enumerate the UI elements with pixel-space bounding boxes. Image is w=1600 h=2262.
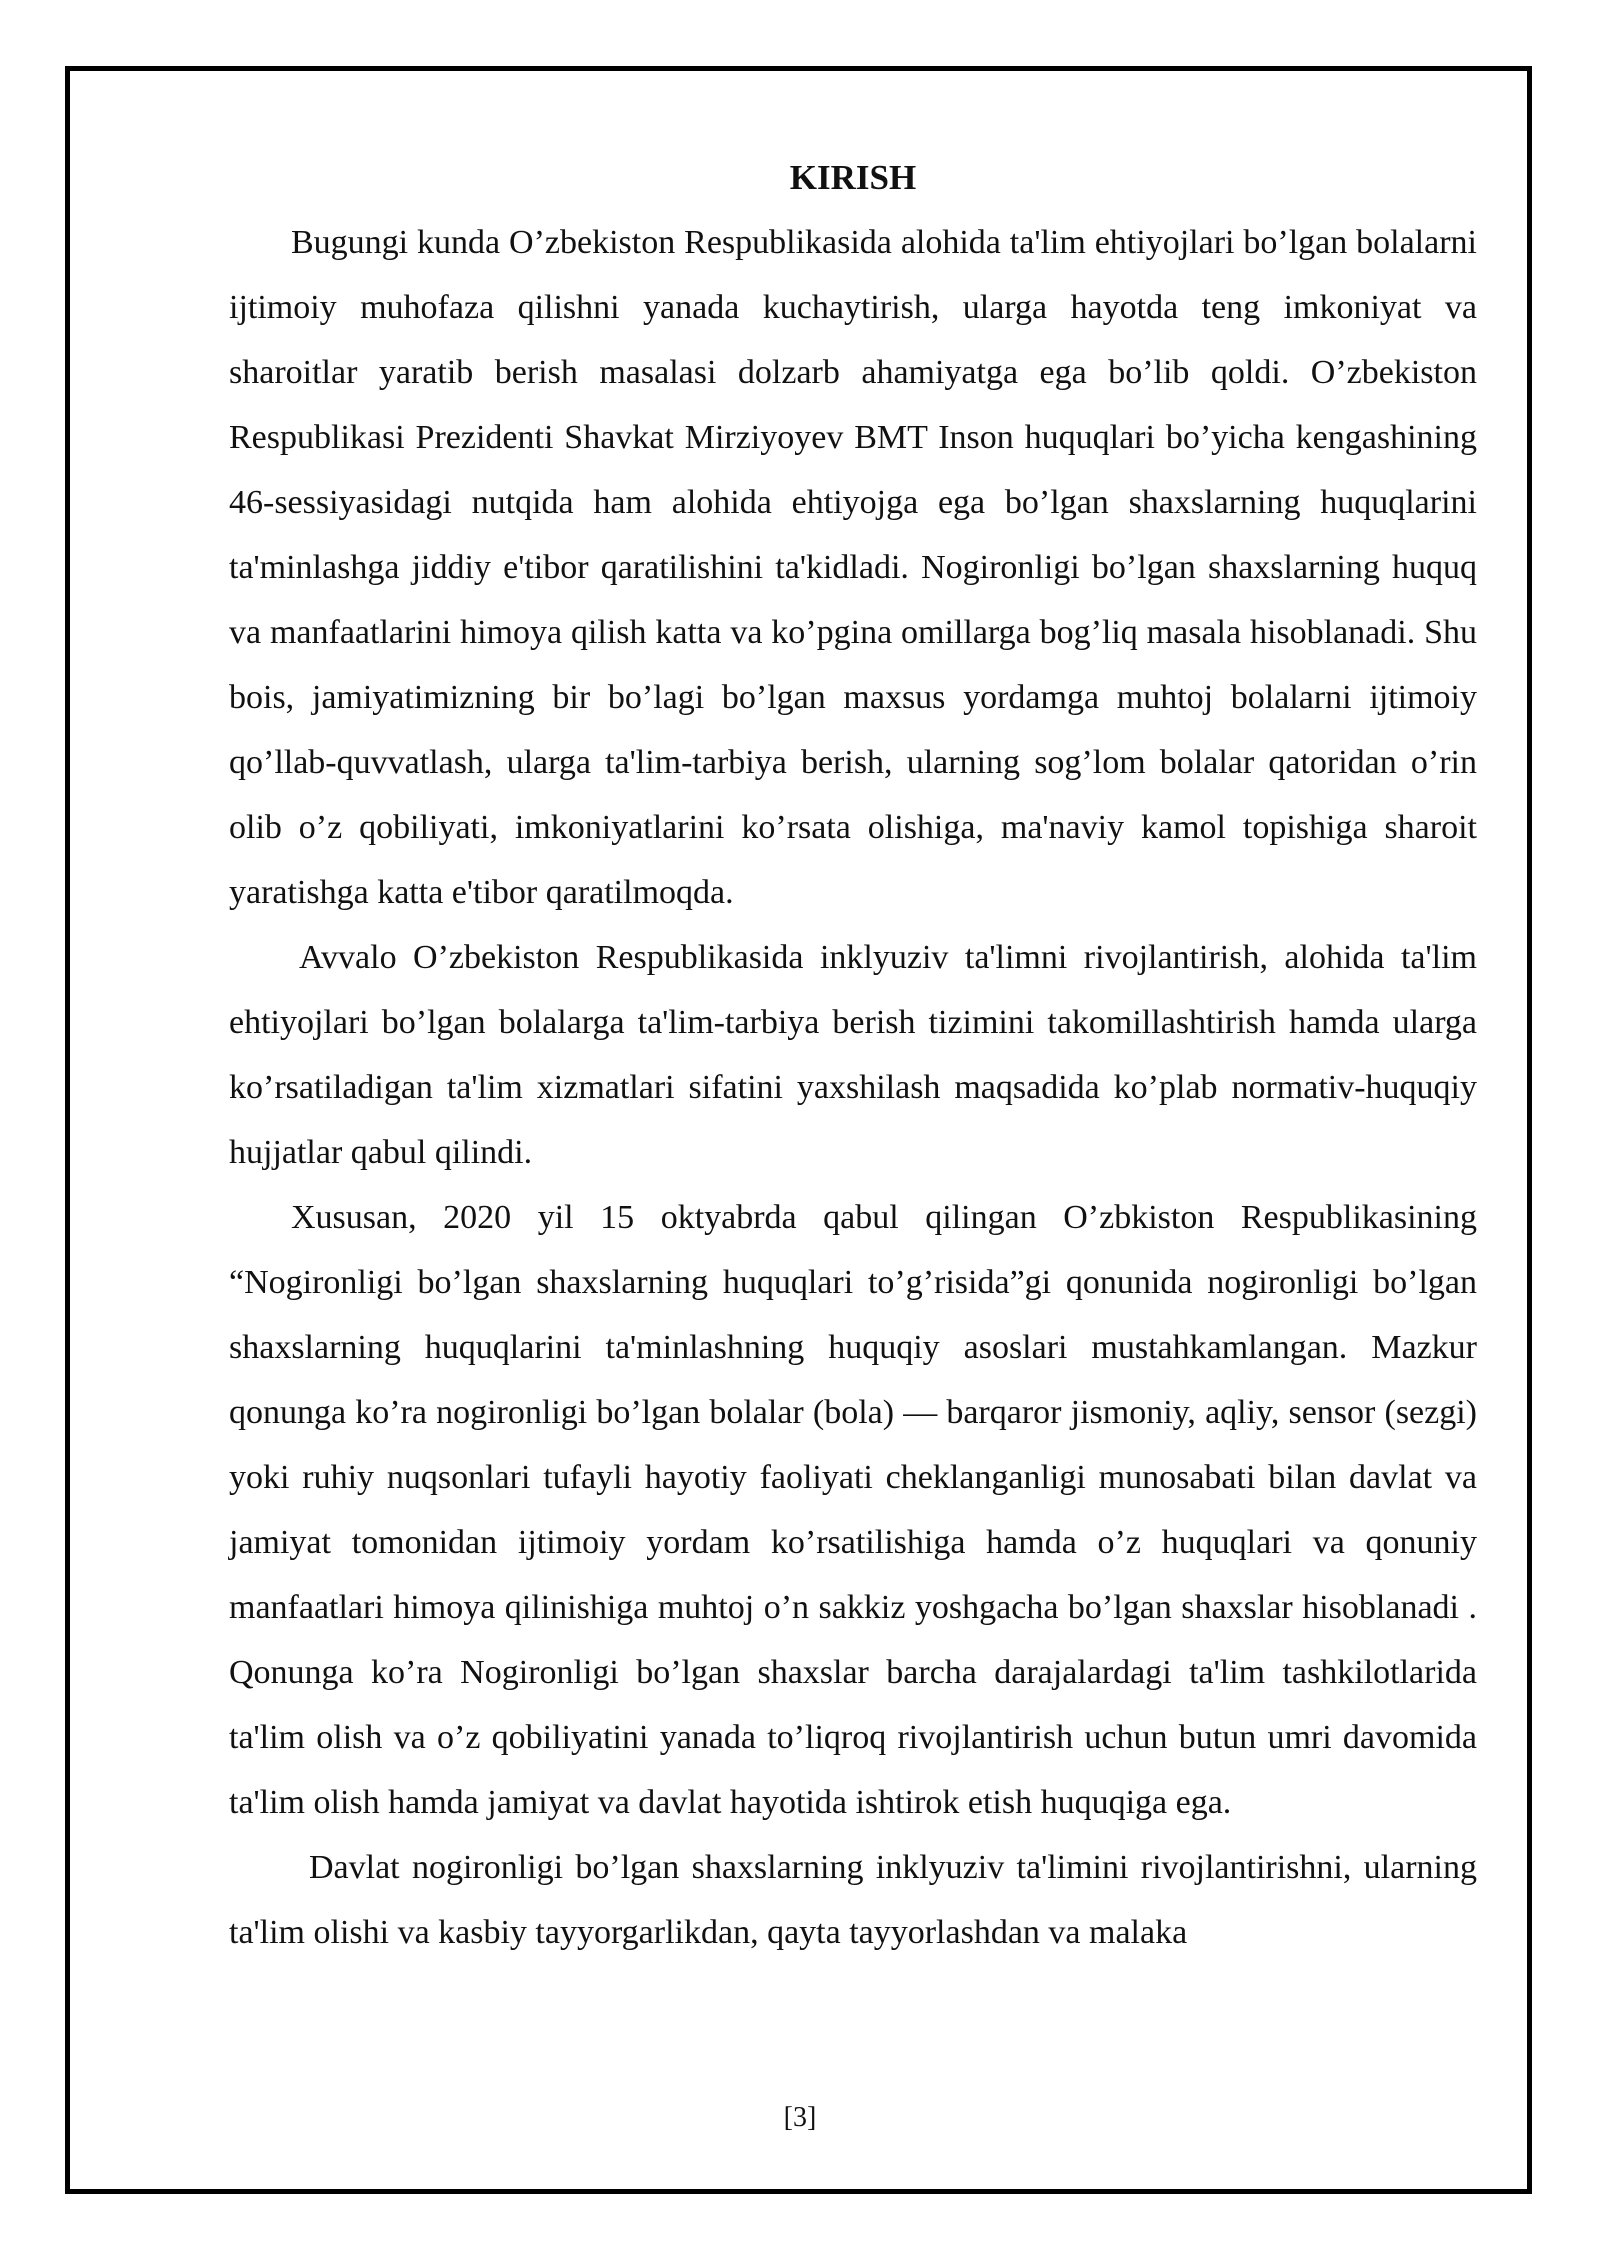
- paragraph-2: Avvalo O’zbekiston Respublikasida inklyuziv ta'limni rivojlantirish, alohida ta'lim ehtiyojlari bo’lgan bolalarga ta'lim-tarbiya berish tizimini takomillashtirish hamda ularga ko’rsatiladigan ta'lim xizmatlari sifatini yaxshilash maqsadida ko’plab normativ-huquqiy hujjatlar qabul qilindi.: [229, 939, 1477, 1171]
- paragraph-3: Xususan, 2020 yil 15 oktyabrda qabul qilingan O’zbkiston Respublikasining “Nogironligi bo’lgan shaxslarning huquqlari to’g’risida”gi qonunida nogironligi bo’lgan shaxslarning huquqlarini ta'minlashning huquqiy asoslari mustahkamlangan. Mazkur qonunga ko’ra nogironligi bo’lgan bolalar (bola) — barqaror jismoniy, aqliy, sensor (sezgi) yoki ruhiy nuqsonlari tufayli hayotiy faoliyati cheklanganligi munosabati bilan davlat va jamiyat tomonidan ijtimoiy yordam ko’rsatilishiga hamda o’z huquqlari va qonuniy manfaatlari himoya qilinishiga muhtoj o’n sakkiz yoshgacha bo’lgan shaxslar hisoblanadi . Qonunga ko’ra Nogironligi bo’lgan shaxslar barcha darajalardagi ta'lim tashkilotlarida ta'lim olish va o’z qobiliyatini yanada to’liqroq rivojlantirish uchun butun umri davomida ta'lim olish hamda jamiyat va davlat hayotida ishtirok etish huquqiga ega.: [229, 1199, 1477, 1821]
- page-title: KIRISH: [789, 158, 917, 197]
- paragraph-4: Davlat nogironligi bo’lgan shaxslarning inklyuziv ta'limini rivojlantirishni, ularning ta'lim olishi va kasbiy tayyorgarlikdan, qayta tayyorlashdan va malaka: [229, 1849, 1477, 1951]
- page-content: [229, 145, 1477, 1965]
- paragraph-1: Bugungi kunda O’zbekiston Respublikasida alohida ta'lim ehtiyojlari bo’lgan bolalarni ijtimoiy muhofaza qilishni yanada kuchaytirish, ularga hayotda teng imkoniyat va sharoitlar yaratib berish masalasi dolzarb ahamiyatga ega bo’lib qoldi. O’zbekiston Respublikasi Prezidenti Shavkat Mirziyoyev BMT Inson huquqlari bo’yicha kengashining 46-sessiyasidagi nutqida ham alohida ehtiyojga ega bo’lgan shaxslarning huquqlarini ta'minlashga jiddiy e'tibor qaratilishini ta'kidladi. Nogironligi bo’lgan shaxslarning huquq va manfaatlarini himoya qilish katta va ko’pgina omillarga bog’liq masala hisoblanadi. Shu bois, jamiyatimizning bir bo’lagi bo’lgan maxsus yordamga muhtoj bolalarni ijtimoiy qo’llab-quvvatlash, ularga ta'lim-tarbiya berish, ularning sog’lom bolalar qatoridan o’rin olib o’z qobiliyati, imkoniyatlarini ko’rsata olishiga, ma'naviy kamol topishiga sharoit yaratishga katta e'tibor qaratilmoqda.: [229, 224, 1477, 911]
- page-number: [3]: [783, 2102, 817, 2133]
